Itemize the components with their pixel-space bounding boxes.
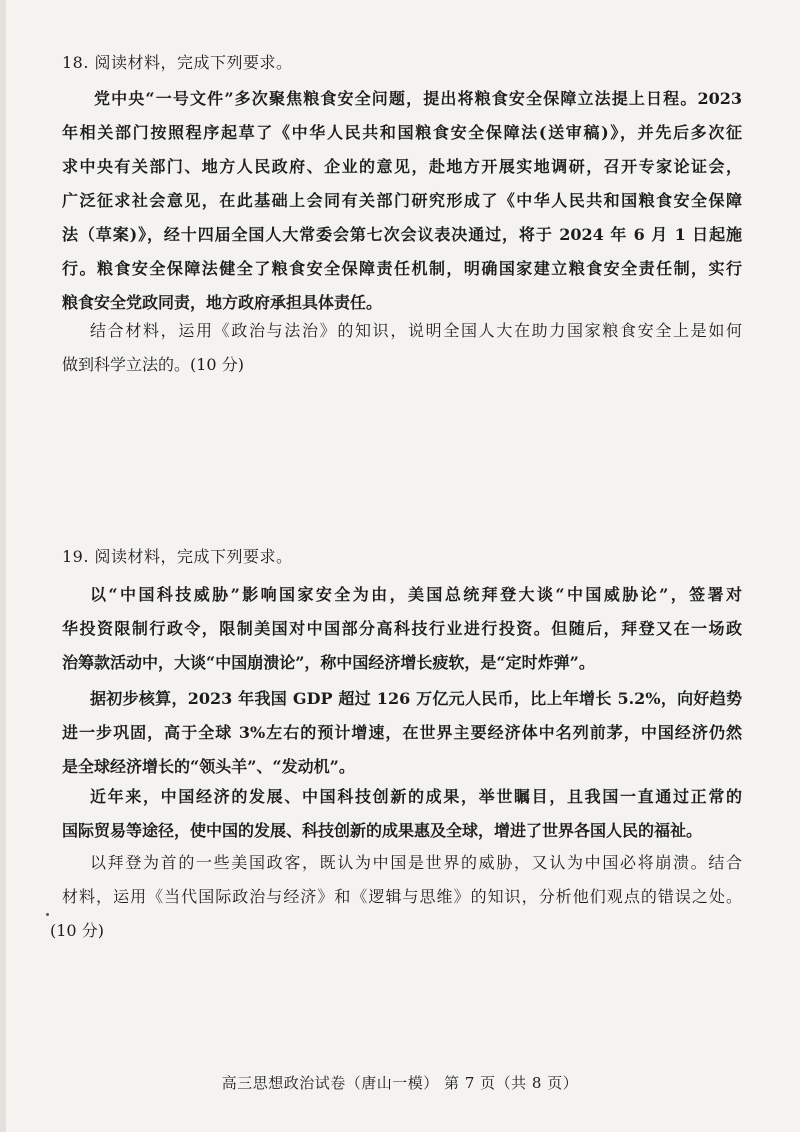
q19-p2-line: 是全球经济增长的“领头羊”、“发动机”。 (62, 757, 355, 776)
question-19-paragraph-2 (62, 682, 742, 784)
question-19-title: 19. 阅读材料，完成下列要求。 (62, 547, 293, 566)
q19-p2-line: 进一步巩固，高于全球 3%左右的预计增速，在世界主要经济体中名列前茅，中国经济仍然 (62, 723, 742, 742)
question-18-prompt (62, 314, 742, 382)
q18-prompt-line: 做到科学立法的。(10 分) (62, 355, 244, 374)
page-footer: 高三思想政治试卷（唐山一模） 第 7 页（共 8 页） (221, 1074, 579, 1092)
q18-material-line: 粮食安全党政同责，地方政府承担具体责任。 (62, 293, 383, 312)
question-19-paragraph-3 (62, 780, 742, 848)
q18-material-line: 广泛征求社会意见，在此基础上会同有关部门研究形成了《中华人民共和国粮食安全保障 (62, 191, 742, 210)
question-18-material (62, 82, 742, 320)
q19-p1-line: 华投资限制行政令，限制美国对中国部分高科技行业进行投资。但随后，拜登又在一场政 (62, 619, 742, 638)
q19-prompt-line: (10 分) (50, 921, 104, 940)
q18-material-line: 求中央有关部门、地方人民政府、企业的意见，赴地方开展实地调研，召开专家论证会， (62, 157, 742, 176)
q19-p1-line: 治筹款活动中，大谈“中国崩溃论”，称中国经济增长疲软，是“定时炸弹”。 (62, 653, 595, 672)
question-18-title: 18. 阅读材料，完成下列要求。 (62, 53, 293, 72)
q18-material-line: 法（草案)》，经十四届全国人大常委会第七次会议表决通过，将于 2024 年 6 月 1 日起施 (62, 225, 742, 244)
q19-p3-line: 国际贸易等途径，使中国的发展、科技创新的成果惠及全球，增进了世界各国人民的福祉。 (62, 821, 703, 840)
q18-material-line: 年相关部门按照程序起草了《中华人民共和国粮食安全保障法(送审稿)》，并先后多次征 (62, 123, 742, 142)
question-19-prompt (50, 846, 742, 948)
q18-material-line: 行。粮食安全保障法健全了粮食安全保障责任机制，明确国家建立粮食安全责任制，实行 (62, 259, 742, 278)
q18-material-line: 党中央“一号文件”多次聚焦粮食安全问题，提出将粮食安全保障立法提上日程。2023 (94, 89, 742, 108)
question-19-paragraph-1 (62, 578, 742, 680)
scan-speck (46, 913, 49, 916)
q19-p1-line: 以“中国科技威胁”影响国家安全为由，美国总统拜登大谈“中国威胁论”，签署对 (90, 585, 742, 604)
q19-prompt-line: 以拜登为首的一些美国政客，既认为中国是世界的威胁，又认为中国必将崩溃。结合 (90, 853, 742, 872)
q19-p2-line: 据初步核算，2023 年我国 GDP 超过 126 万亿元人民币，比上年增长 5.2%，向好趋势 (90, 689, 742, 708)
q19-p3-line: 近年来，中国经济的发展、中国科技创新的成果，举世瞩目，且我国一直通过正常的 (90, 787, 742, 806)
q18-prompt-line: 结合材料，运用《政治与法治》的知识，说明全国人大在助力国家粮食安全上是如何 (90, 321, 742, 340)
q19-prompt-line: 材料，运用《当代国际政治与经济》和《逻辑与思维》的知识，分析他们观点的错误之处。 (62, 887, 742, 906)
